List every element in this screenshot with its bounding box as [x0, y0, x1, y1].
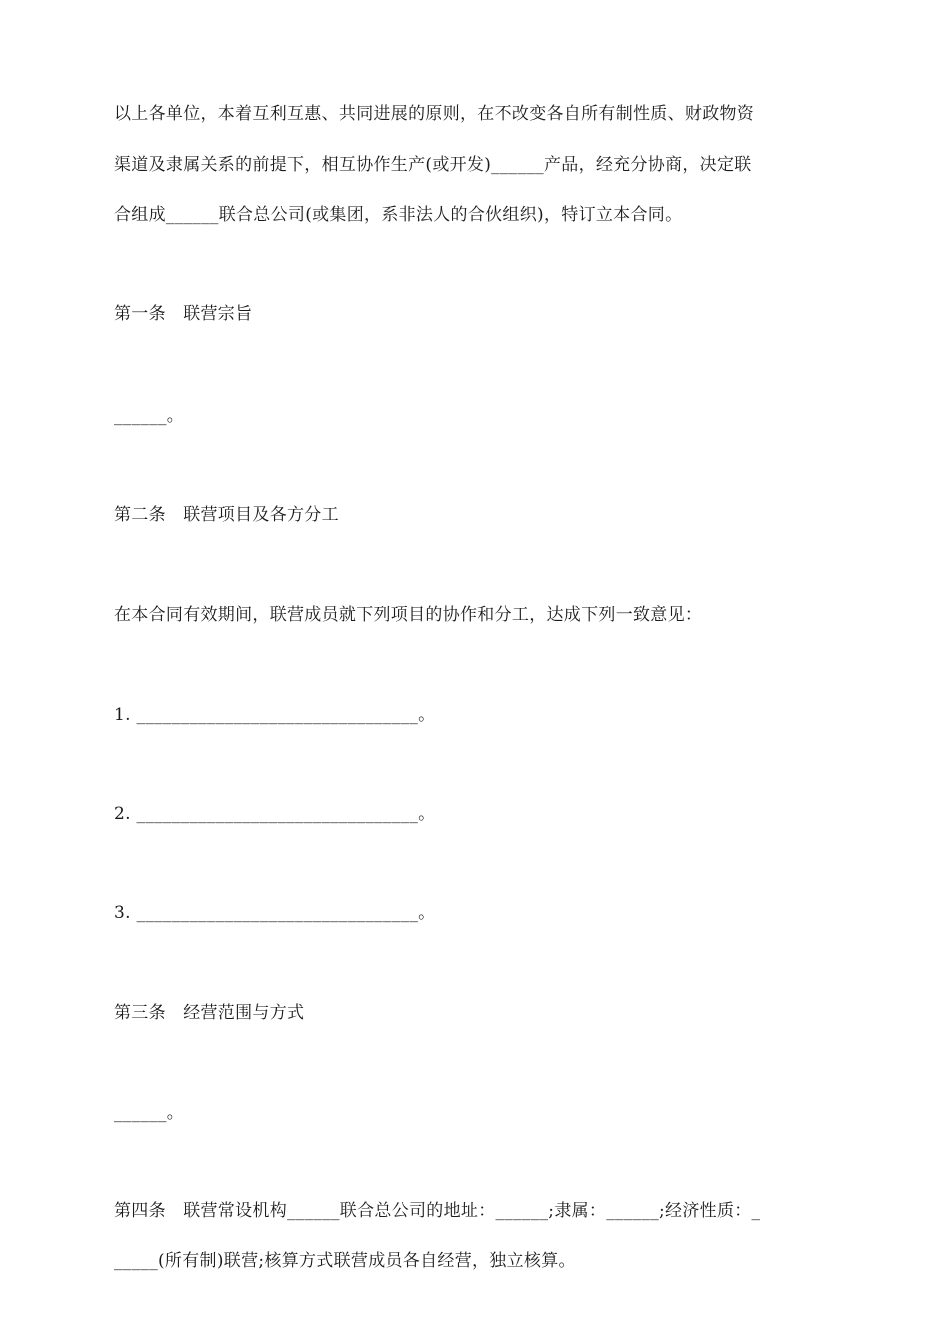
- preamble-line-2: 渠道及隶属关系的前提下，相互协作生产(或开发)______产品，经充分协商，决定联: [114, 155, 752, 175]
- article-2-item-2: 2. ________________________________。: [114, 804, 436, 824]
- article-3-body: ______。: [114, 1103, 185, 1123]
- article-2-intro: 在本合同有效期间，联营成员就下列项目的协作和分工，达成下列一致意见：: [114, 605, 703, 625]
- article-2-item-1: 1. ________________________________。: [114, 705, 436, 725]
- preamble-line-1: 以上各单位，本着互利互惠、共同进展的原则，在不改变各自所有制性质、财政物资: [114, 104, 755, 124]
- article-2-item-3: 3. ________________________________。: [114, 903, 436, 923]
- article-3-heading: 第三条 经营范围与方式: [114, 1003, 305, 1023]
- article-1-heading: 第一条 联营宗旨: [114, 304, 253, 324]
- article-1-body: ______。: [114, 406, 185, 426]
- preamble-line-3: 合组成______联合总公司(或集团，系非法人的合伙组织)，特订立本合同。: [114, 205, 683, 225]
- article-4-line-2: _____(所有制)联营;核算方式联营成员各自经营，独立核算。: [114, 1251, 576, 1271]
- article-4-line-1: 第四条 联营常设机构______联合总公司的地址：______;隶属：______;经济性质：_: [114, 1201, 761, 1221]
- article-2-heading: 第二条 联营项目及各方分工: [114, 505, 339, 525]
